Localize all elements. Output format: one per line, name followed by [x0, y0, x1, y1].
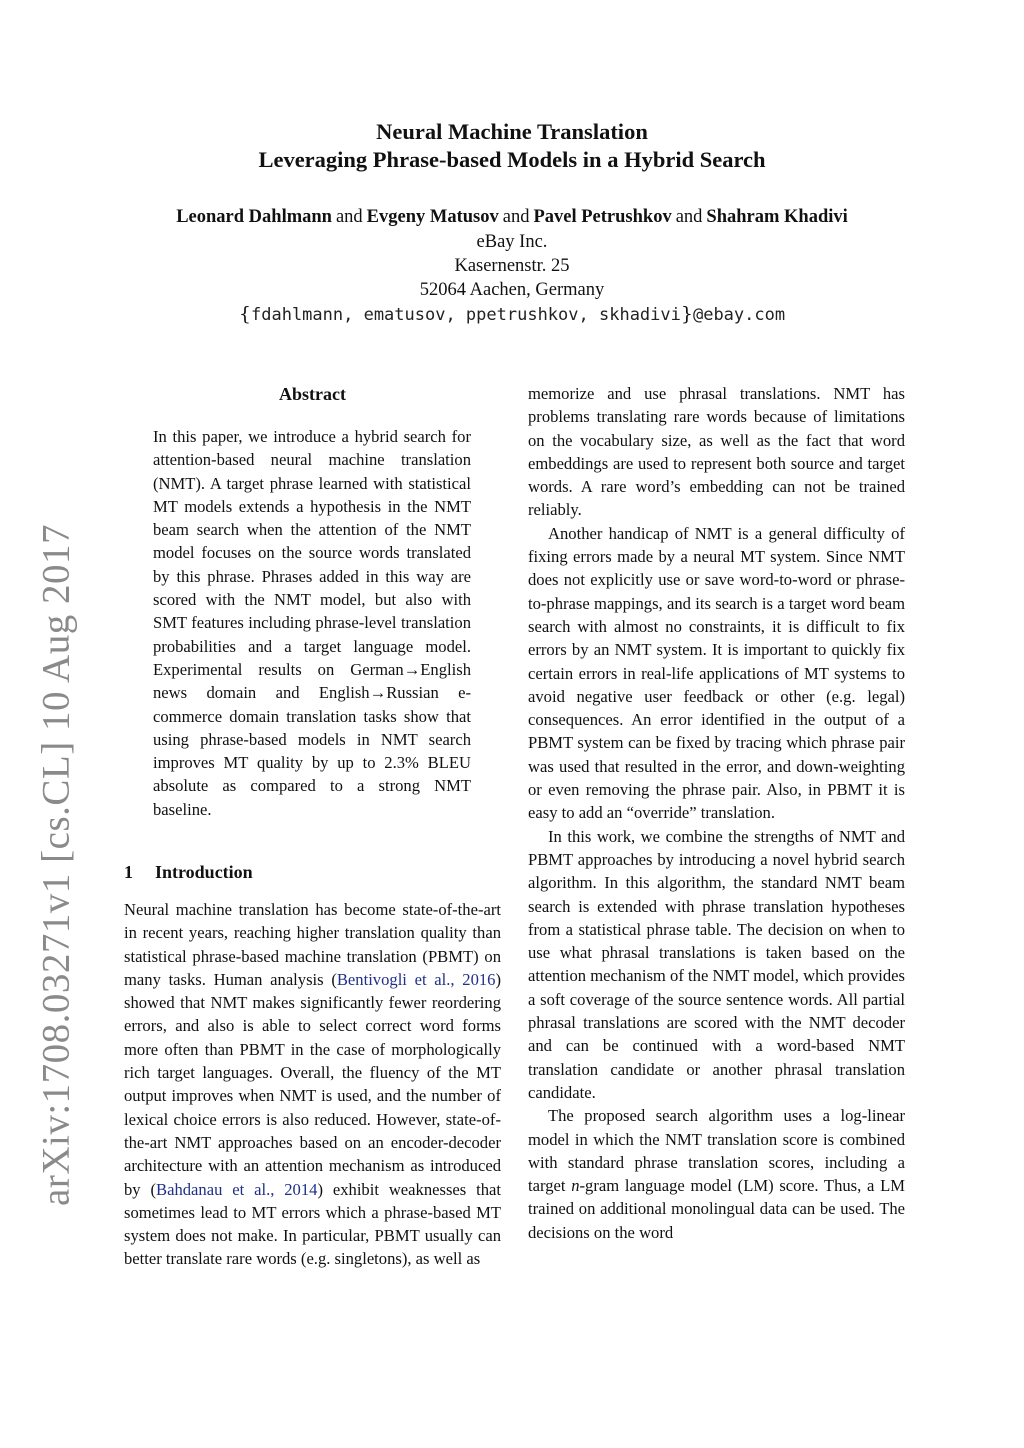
text-run: ) showed that NMT makes significantly fewer reordering errors, and also is able to select correct word forms more often than PBMT in the case of morphologically rich target languages. Overall, the fluency of the MT output improves when NMT is used, and the number of lexical choice errors is also reduced. However, state-of-the-art NMT approaches based on an encoder-decoder architecture with an attention mechanism as introduced by ( [124, 969, 501, 1199]
title-line-2: Leveraging Phrase-based Models in a Hybrid Search [258, 147, 766, 172]
author-conjunction: and [502, 207, 530, 227]
abstract-paragraph: In this paper, we introduce a hybrid search for attention-based neural machine translation (NMT). A target phrase learned with statistical MT models extends a hypothesis in the NMT beam search when the attention of the NMT model focuses on the source words translated by this phrase. Phrases added in this way are scored with the NMT model, but also with SMT features including phrase-level translation probabilities and a target language model. Experimental results on German→English news domain and English→Russian e-commerce domain translation tasks show that using phrase-based models in NMT search improves MT quality by up to 2.3% BLEU absolute as compared to a strong NMT baseline. [153, 427, 471, 819]
title-line-1: Neural Machine Translation [376, 119, 648, 144]
affiliation-street: Kasernenstr. 25 [454, 256, 570, 276]
text-run: -gram language model (LM) score. Thus, a LM trained on additional monolingual data can be used. The decisions on the word [528, 1176, 905, 1242]
author-conjunction: and [675, 207, 703, 227]
email-domain: @ebay.com [692, 305, 786, 325]
intro-left-column [124, 898, 501, 1271]
intro-paragraph-2: Another handicap of NMT is a general difficulty of fixing errors made by a neural MT system. Since NMT does not explicitly use or save word-to-word or phrase-to-phrase mappings, and its search is a target word beam search with almost no constraints, it is difficult to fix errors by an NMT system. It is important to quickly fix certain errors in real-life applications of MT systems to avoid negative user feedback or other (e.g. legal) consequences. An error identified in the output of a PBMT system can be fixed by tracing which phrase pair was used that resulted in the error, and down-weighting or even removing the phrase pair. Also, in PBMT it is easy to add an “override” translation. [528, 523, 905, 823]
text-run: ) exhibit weaknesses that sometimes lead to MT errors which a phrase-based MT system does not make. In particular, PBMT usually can better translate rare words (e.g. singletons), as well as [124, 1179, 502, 1269]
affiliation-block [0, 230, 1024, 327]
intro-paragraph-1 [124, 898, 501, 1271]
arxiv-stamp: arXiv:1708.03271v1 [cs.CL] 10 Aug 2017 [34, 524, 78, 1206]
email-names: fdahlmann, ematusov, ppetrushkov, skhadivi [251, 305, 681, 325]
email-brace-close: } [680, 303, 693, 325]
author-name: Evgeny Matusov [366, 207, 499, 227]
intro-paragraph-3: In this work, we combine the strengths of NMT and PBMT approaches by introducing a novel hybrid search algorithm. In this algorithm, the standard NMT beam search is extended with phrase translation hypotheses from a statistical phrase table. The decision on when to use what phrasal translations is taken based on the attention mechanism of the NMT model, which provides a soft coverage of the source sentence words. All partial phrasal translations are scored with the NMT decoder and can be continued with a word-based NMT translation candidate or another phrasal translation candidate. [528, 826, 905, 1102]
citation-link-bentivogli[interactable]: Bentivogli et al., 2016 [336, 969, 496, 989]
intro-paragraph-4 [528, 1104, 905, 1244]
author-name: Shahram Khadivi [706, 207, 848, 227]
section-heading-introduction [124, 860, 253, 884]
math-n: n [571, 1176, 580, 1196]
email-brace-open: { [238, 303, 251, 325]
text-run: The proposed search algorithm uses a log-linear model in which the NMT translation score is combined with standard phrase translation scores, including a target [528, 1106, 905, 1196]
section-title: Introduction [155, 862, 253, 882]
section-number: 1 [124, 862, 133, 882]
affiliation-city: 52064 Aachen, Germany [419, 280, 605, 300]
author-emails [0, 302, 1024, 327]
intro-right-column [528, 382, 905, 1244]
abstract-text [153, 425, 471, 821]
author-list [0, 205, 1024, 229]
author-name: Pavel Petrushkov [533, 207, 672, 227]
author-conjunction: and [335, 207, 363, 227]
affiliation-org: eBay Inc. [476, 232, 548, 252]
citation-link-bahdanau[interactable]: Bahdanau et al., 2014 [156, 1179, 318, 1199]
paper-title [0, 118, 1024, 174]
intro-paragraph-continued: memorize and use phrasal translations. NMT has problems translating rare words because of limitations on the vocabulary size, as well as the fact that word embeddings are used to represent both source and target words. A rare word’s embedding can not be trained reliably. [528, 384, 905, 520]
text-run: Neural machine translation has become state-of-the-art in recent years, reaching higher translation quality than statistical phrase-based machine translation (PBMT) on many tasks. Human analysis ( [124, 900, 501, 989]
author-name: Leonard Dahlmann [176, 207, 332, 227]
abstract-heading: Abstract [279, 384, 346, 404]
